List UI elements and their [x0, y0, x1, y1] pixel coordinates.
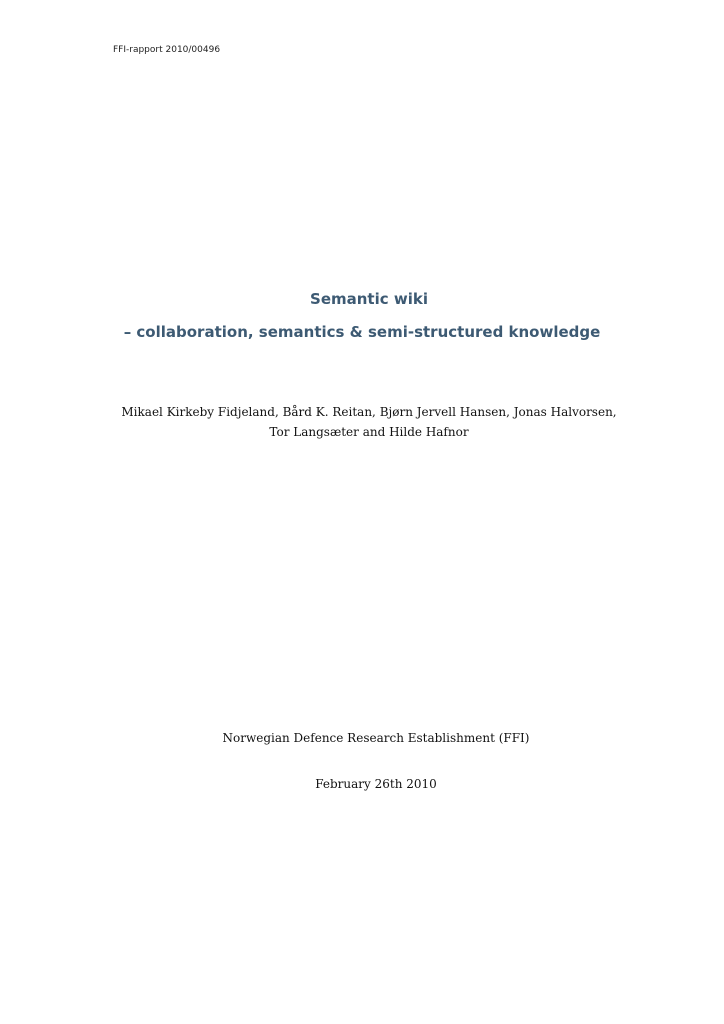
authors-line-1: Mikael Kirkeby Fidjeland, Bård K. Reitan, Bjørn Jervell Hansen, Jonas Halvorsen, — [121, 405, 617, 419]
title-block — [0, 288, 724, 343]
institution-name: Norwegian Defence Research Establishment (FFI) — [222, 731, 530, 745]
document-subtitle: – collaboration, semantics & semi-structured knowledge — [123, 323, 601, 341]
report-number: FFI-rapport 2010/00496 — [113, 45, 221, 55]
author-list — [0, 402, 724, 442]
document-title: Semantic wiki — [310, 290, 428, 308]
authors-line-2: Tor Langsæter and Hilde Hafnor — [269, 425, 469, 439]
publication-date: February 26th 2010 — [315, 777, 437, 791]
